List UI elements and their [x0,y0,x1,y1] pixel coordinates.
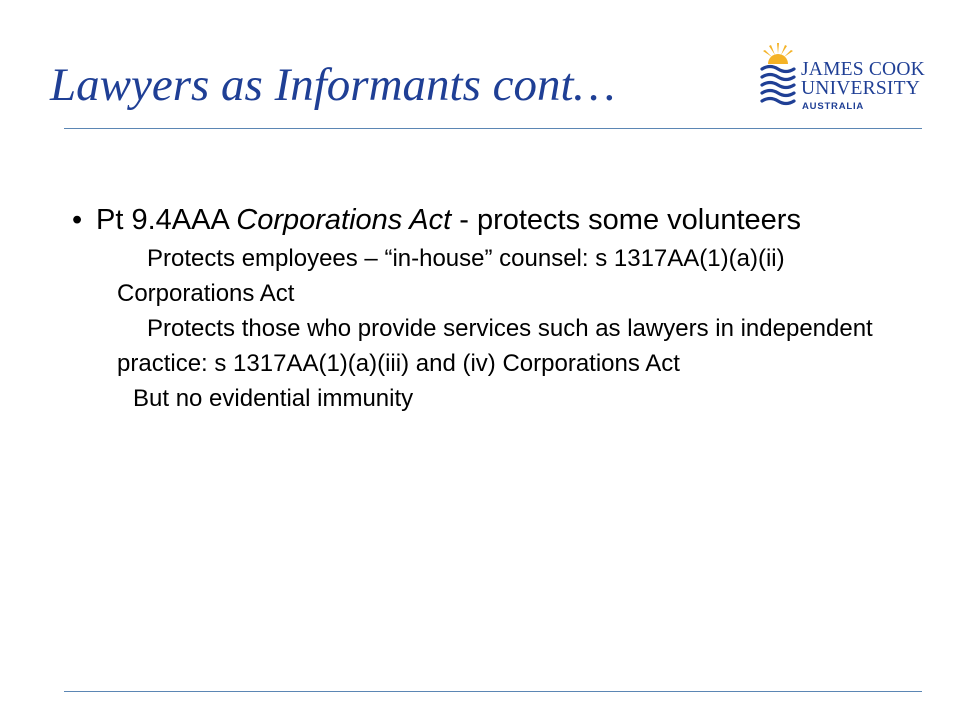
logo-line-3: AUSTRALIA [802,101,865,112]
jcu-sun-waves-icon [760,42,796,116]
main-bullet [72,200,922,241]
jcu-logo [760,42,926,116]
logo-line-2: UNIVERSITY [801,78,920,99]
bottom-divider [64,691,922,692]
top-divider [64,128,922,129]
bullet-marker: • [72,204,83,236]
sub-item-text: But no evidential immunity [133,385,414,412]
sub-item-service-providers [117,311,922,381]
sub-item-no-immunity [117,381,922,416]
slide-title: Lawyers as Informants cont… [50,59,616,111]
sub-item-text: Protects employees – “in-house” counsel: s 1317AA(1)(a)(ii) Corporations Act [117,245,785,307]
bullet-act-name: Corporations Act [236,204,452,236]
logo-line-1: JAMES COOK [801,59,925,80]
slide-body [72,200,922,416]
sub-item-in-house-counsel [117,241,922,311]
bullet-prefix: Pt 9.4AAA [96,204,237,236]
sub-item-text: Protects those who provide services such as lawyers in independent practice: s 1317AA(1)(a)(iii) and (iv) Corporations Act [117,315,873,377]
bullet-suffix: - protects some volunteers [451,204,801,236]
